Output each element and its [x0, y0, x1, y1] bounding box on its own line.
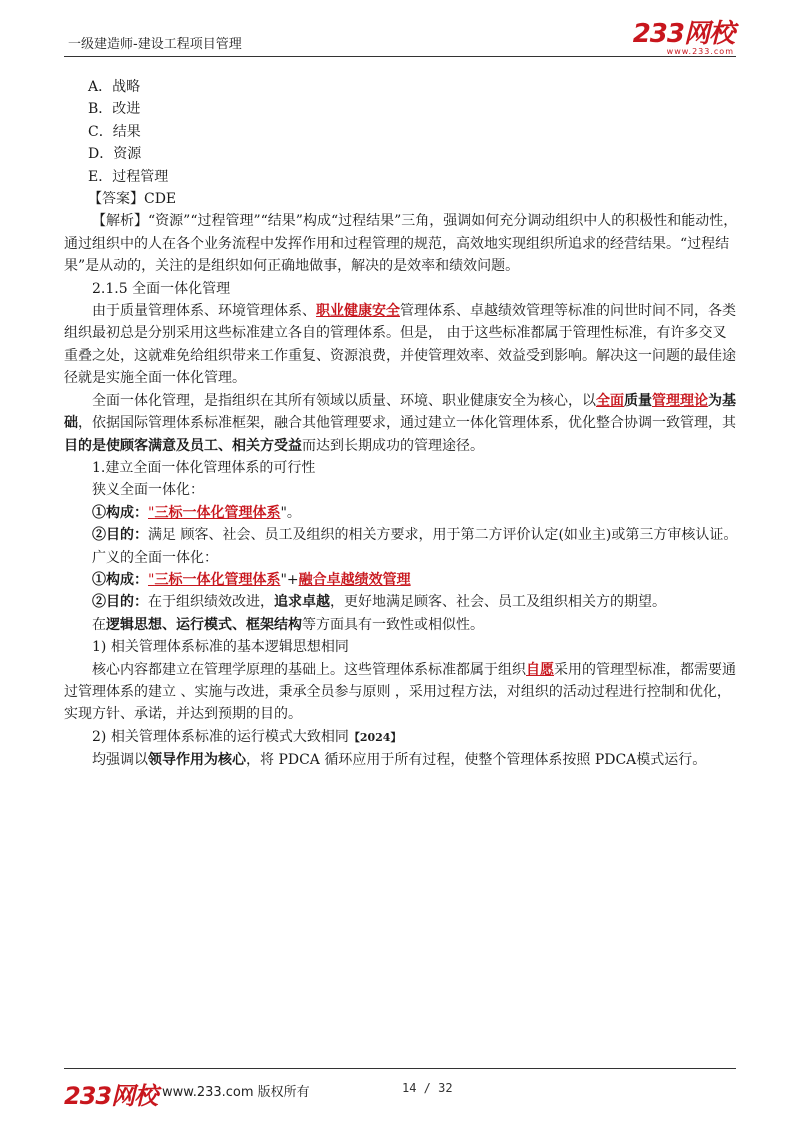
- option-d: D．资源: [88, 146, 142, 163]
- document-header-title: 一级建造师-建设工程项目管理: [68, 37, 242, 52]
- year-tag: 【2024】: [348, 730, 402, 744]
- answer-line: [64, 188, 740, 210]
- footer-logo: 233网校: [64, 1082, 158, 1110]
- bold-term: 质量: [624, 392, 652, 409]
- text-run: 等方面具有一致性或相似性。: [302, 616, 484, 633]
- section-heading: 2.1.5 全面一体化管理: [92, 280, 231, 297]
- text-run: 全面一体化管理，是指组织在其所有领域以质量、环境、职业健康安全为核心，以: [92, 392, 596, 409]
- item1-heading: 1) 相关管理体系标准的基本逻辑思想相同: [92, 639, 349, 656]
- item2-paragraph: [64, 749, 740, 771]
- subheading-feasibility: 1.建立全面一体化管理体系的可行性: [92, 459, 316, 476]
- footer-copyright: www.233.com 版权所有: [162, 1085, 310, 1100]
- bold-term: 为基础: [64, 392, 736, 432]
- bold-term: 追求卓越: [274, 594, 330, 611]
- document-body: [64, 76, 740, 772]
- text-run: 由于质量管理体系、环境管理体系、: [92, 303, 316, 320]
- highlight-term: 三标一体化管理体系: [154, 571, 281, 588]
- bold-term: ②目的：: [92, 527, 148, 544]
- logo-url: www.233.com: [666, 47, 734, 56]
- highlight-term: 管理理论: [652, 392, 708, 409]
- text-run: ，更好地满足顾客、社会、员工及组织相关方的期望。: [330, 594, 666, 611]
- bold-term: ②目的：: [92, 594, 148, 611]
- text-run: 而达到长期成功的管理途径。: [302, 437, 484, 454]
- item1-paragraph: [64, 659, 740, 726]
- option-c: C．结果: [88, 123, 141, 140]
- text-run: ，依据国际管理体系标准框架，融合其他管理要求，通过建立一体化管理体系，优化整合协调一致管理，其: [78, 415, 736, 432]
- quote-mark: ": [148, 504, 155, 521]
- option-e: E．过程管理: [88, 168, 169, 185]
- highlight-term: 三标一体化管理体系: [154, 504, 281, 521]
- paragraph-definition: [64, 390, 740, 457]
- highlight-term: 融合卓越绩效管理: [298, 571, 411, 588]
- page-footer: [64, 1068, 736, 1109]
- narrow-title: 狭义全面一体化：: [92, 482, 204, 499]
- broad-title: 广义的全面一体化：: [92, 549, 218, 566]
- analysis-paragraph: [64, 210, 740, 277]
- item2-heading: [64, 726, 740, 749]
- answer-value: CDE: [144, 191, 177, 208]
- highlight-term: 全面: [596, 392, 624, 409]
- text-run: 在于组织绩效改进，: [148, 594, 274, 611]
- bold-term: ①构成：: [92, 504, 148, 521]
- bold-term: 逻辑思想、运行模式、框架结构: [106, 616, 302, 633]
- narrow-composition: [64, 502, 740, 524]
- answer-label: 【答案】: [88, 191, 144, 208]
- text-run: 核心内容都建立在管理学原理的基础上。这些管理体系标准都属于组织: [92, 661, 526, 678]
- bold-term: ①构成：: [92, 571, 148, 588]
- paragraph-background: [64, 300, 740, 390]
- quote-mark: "。: [280, 504, 301, 521]
- consistency-line: [64, 614, 740, 636]
- quote-mark: "+: [280, 571, 299, 588]
- analysis-text: “资源”“过程管理”“结果”构成“过程结果”三角，强调如何充分调动组织中人的积极性和能动性，通过组织中的人在各个业务流程中发挥作用和过程管理的规范，高效地实现组织所追求的经营结果。“过程结果”是从动的，关注的是组织如何正确地做事，解决的是效率和绩效问题。: [64, 213, 738, 275]
- narrow-purpose: [64, 524, 740, 546]
- logo-text: 233网校: [632, 19, 734, 49]
- text-run: 管理体系、卓越绩效管理等标准的问世时间不同，各类组织最初总是分别采用这些标准建立各自的管理体系。但是， 由于这些标准都属于管理性标准，有许多交叉重叠之处，这就难免给组织带来工作重复、资源浪费，并使管理效率、效益受到影响。解决这一问题的最佳途径就是实施全面一体化管理。: [64, 303, 736, 387]
- text-run: 均强调以: [92, 752, 148, 769]
- page-number: 14 / 32: [402, 1081, 453, 1095]
- analysis-label: 【解析】: [92, 213, 148, 230]
- text-run: 2) 相关管理体系标准的运行模式大致相同: [92, 728, 349, 745]
- quote-mark: ": [148, 571, 155, 588]
- header-divider: [64, 56, 736, 57]
- broad-purpose: [64, 591, 740, 613]
- text-run: 在: [92, 616, 106, 633]
- text-run: 满足 顾客、社会、员工及组织的相关方要求，用于第二方评价认定(如业主)或第三方审核认证。: [148, 527, 738, 544]
- bold-term: 目的是使顾客满意及员工、相关方受益: [64, 437, 302, 454]
- brand-logo: [632, 19, 734, 56]
- bold-term: 领导作用为核心: [148, 752, 246, 769]
- highlight-term: 职业健康安全: [316, 303, 400, 320]
- highlight-term: 自愿: [526, 661, 554, 678]
- option-b: B．改进: [88, 101, 141, 118]
- text-run: ，将 PDCA 循环应用于所有过程，使整个管理体系按照 PDCA模式运行。: [246, 752, 707, 769]
- option-a: A．战略: [88, 79, 141, 95]
- text-run: 采用的管理型标准，都需要通过管理体系的建立 、实施与改进，秉承全员参与原则 ，采用过程方法，对组织的活动过程进行控制和优化，实现方针、承诺，并达到预期的目的。: [64, 661, 736, 723]
- broad-composition: [64, 569, 740, 591]
